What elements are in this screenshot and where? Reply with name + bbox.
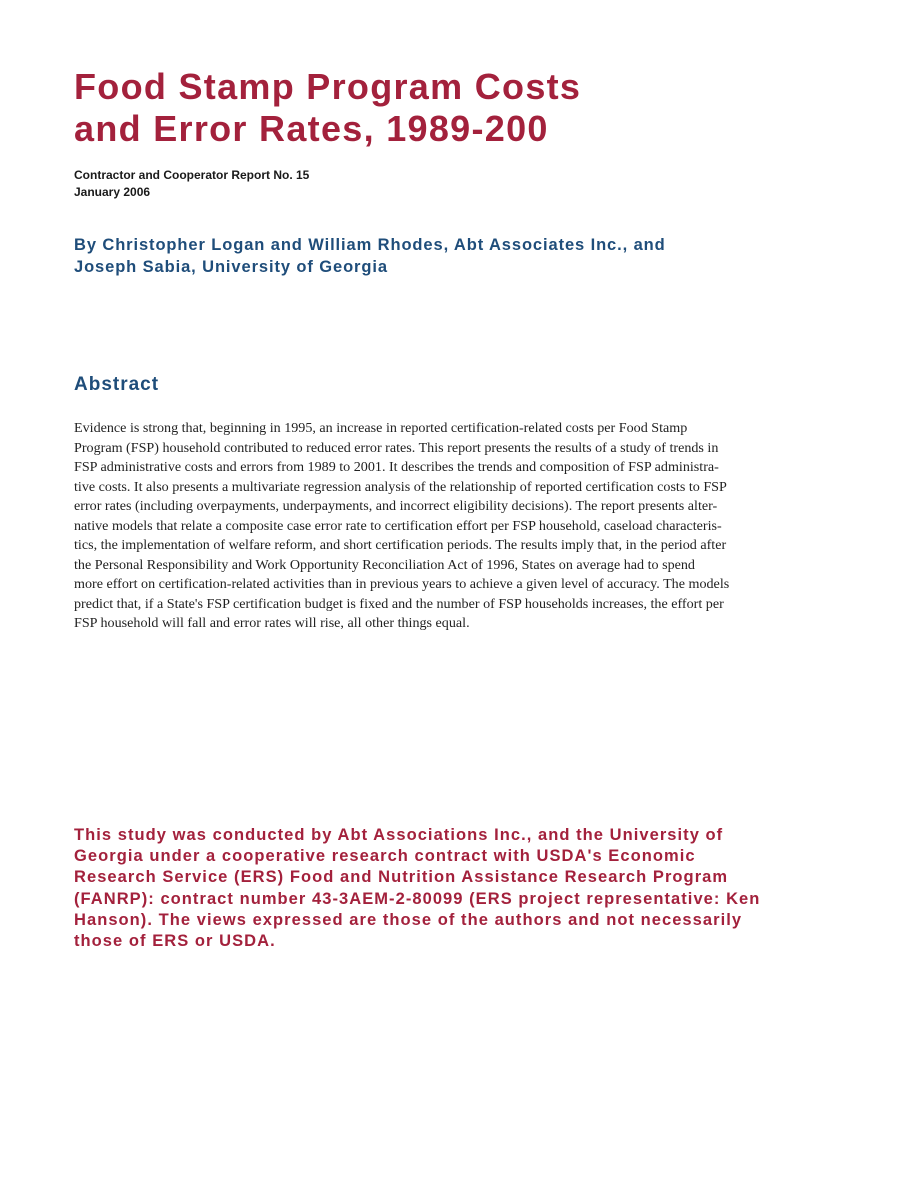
author-line: Joseph Sabia, University of Georgia xyxy=(74,258,388,276)
notice-line: those of ERS or USDA. xyxy=(74,932,276,951)
abstract-line: the Personal Responsibility and Work Opportunity Reconciliation Act of 1996, States on average had to spend xyxy=(74,556,695,573)
notice-line: This study was conducted by Abt Associations Inc., and the University of xyxy=(74,826,724,844)
report-info xyxy=(74,167,309,201)
notice-line: (FANRP): contract number 43-3AEM-2-80099 (ERS project representative: Ken xyxy=(74,889,761,908)
abstract-line: FSP administrative costs and errors from 1989 to 2001. It describes the trends and composition of FSP administra- xyxy=(74,459,719,475)
title-line: Food Stamp Program Costs xyxy=(74,66,582,107)
report-series: Contractor and Cooperator Report No. 15 xyxy=(74,168,310,182)
abstract-body xyxy=(74,419,854,634)
abstract-line: predict that, if a State's FSP certification budget is fixed and the number of FSP households increases, the effort per xyxy=(74,595,724,612)
report-date: January 2006 xyxy=(74,185,151,199)
author-line: By Christopher Logan and William Rhodes, Abt Associates Inc., and xyxy=(74,236,666,254)
notice-line: Georgia under a cooperative research contract with USDA's Economic xyxy=(74,847,696,866)
abstract-heading: Abstract xyxy=(74,374,160,395)
disclaimer-notice xyxy=(74,825,760,952)
abstract-line: more effort on certification-related activities than in previous years to achieve a given level of accuracy. The models xyxy=(74,576,730,592)
notice-line: Research Service (ERS) Food and Nutrition Assistance Research Program xyxy=(74,868,729,887)
abstract-line: tive costs. It also presents a multivariate regression analysis of the relationship of reported certification costs to FSP xyxy=(74,478,727,495)
abstract-line: tics, the implementation of welfare reform, and short certification periods. The results imply that, in the period after xyxy=(74,537,727,553)
author-byline xyxy=(74,234,666,278)
abstract-line: error rates (including overpayments, underpayments, and incorrect eligibility decisions). The report presents alter- xyxy=(74,498,718,514)
abstract-line: Program (FSP) household contributed to reduced error rates. This report presents the results of a study of trends in xyxy=(74,439,719,456)
report-title xyxy=(74,66,581,150)
abstract-line: native models that relate a composite case error rate to certification effort per FSP household, caseload characteris- xyxy=(74,517,722,534)
abstract-line: Evidence is strong that, beginning in 1995, an increase in reported certification-related costs per Food Stamp xyxy=(74,420,688,436)
title-line: and Error Rates, 1989-200 xyxy=(74,108,549,149)
notice-line: Hanson). The views expressed are those of the authors and not necessarily xyxy=(74,910,743,929)
abstract-line: FSP household will fall and error rates will rise, all other things equal. xyxy=(74,615,470,631)
